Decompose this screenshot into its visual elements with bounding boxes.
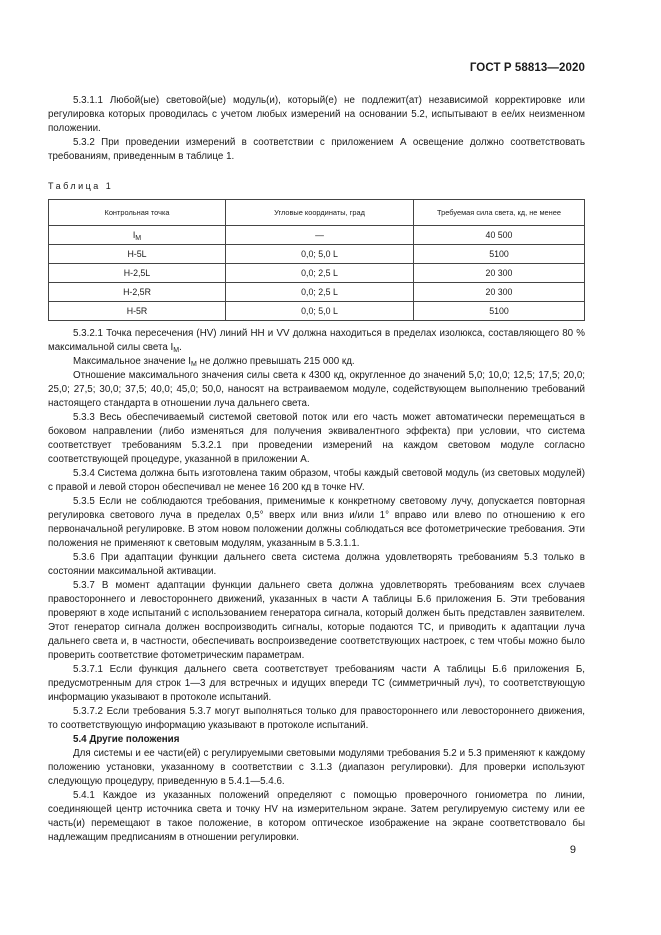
- cell-intensity: 5100: [414, 245, 585, 264]
- column-header-point: Контрольная точка: [49, 200, 226, 226]
- cell-intensity: 20 300: [414, 264, 585, 283]
- cell-point: H-5L: [49, 245, 226, 264]
- table-row: [49, 264, 585, 283]
- table-row: [49, 283, 585, 302]
- cell-point: H-5R: [49, 302, 226, 321]
- cell-coords: 0,0; 5,0 L: [226, 302, 414, 321]
- document-body: [48, 94, 585, 845]
- cell-coords: 0,0; 2,5 L: [226, 264, 414, 283]
- cell-point: H-2,5L: [49, 264, 226, 283]
- paragraph: Максимальное значение $I_M$ не должно превышать 215 000 кд.: [73, 356, 355, 368]
- cell-coords: 0,0; 5,0 L: [226, 245, 414, 264]
- standard-header: ГОСТ Р 58813—2020: [469, 62, 585, 74]
- page-number: 9: [569, 844, 576, 856]
- requirements-table: [48, 199, 585, 321]
- table-header-row: [49, 200, 585, 226]
- paragraph: 5.3.2 При проведении измерений в соответствии с приложением А освещение должно соответствовать требованиям, приведенным в таблице 1.: [48, 137, 585, 162]
- table-row: [49, 245, 585, 264]
- paragraph: 5.3.7.2 Если требования 5.3.7 могут выполняться только для правостороннего или левостороннего движения, то соответствующую информацию указывают в протоколе испытаний.: [48, 706, 585, 731]
- paragraph: 5.3.3 Весь обеспечиваемый системой световой поток или его часть может автоматически перемещаться в боковом направлении (либо изменяться для получения эквивалентного эффекта) при условии, что система соответствует требованиям 5.3.2.1 при проведении измерений на каждом световом модуле согласно соответствующей процедуре, указанной в приложении А.: [48, 412, 585, 465]
- cell-point: $I_M$: [49, 226, 226, 245]
- paragraph: 5.3.2.1 Точка пересечения (HV) линий HH и VV должна находиться в пределах изолюкса, составляющего 80 % максимальной силы света $I_M$.: [48, 328, 585, 354]
- paragraph: 5.3.6 При адаптации функции дальнего света система должна удовлетворять требованиям 5.3 только в состоянии максимальной активации.: [48, 552, 585, 577]
- column-header-coords: Угловые координаты, град: [226, 200, 414, 226]
- table-row: [49, 226, 585, 245]
- paragraph: 5.3.7.1 Если функция дальнего света соответствует требованиям части А таблицы Б.6 приложения Б, предусмотренным для строк 1—3 для встречных и идущих впереди ТС (симметричный луч), то соответствующую информацию указывают в протоколе испытаний.: [48, 664, 585, 703]
- cell-intensity: 5100: [414, 302, 585, 321]
- paragraph: 5.3.7 В момент адаптации функции дальнего света должна удовлетворять требованиям всех случаев правостороннего и левостороннего движений, указанных в части А таблицы Б.6 приложения Б. Эти требования проверяют в ходе испытаний с использованием генератора сигнала, который должен быть представлен заявителем. Этот генератор сигнала должен воспроизводить сигналы, которые подаются ТС, и приводить к адаптации луча дальнего света и, в частности, обеспечивать воспроизведение соответствующих настроек, с тем чтобы можно было проверить соответствие фотометрическим параметрам.: [48, 580, 585, 661]
- cell-coords: —: [226, 226, 414, 245]
- table-caption: Таблица 1: [48, 181, 114, 191]
- paragraph: 5.3.4 Система должна быть изготовлена таким образом, чтобы каждый световой модуль (из световых модулей) с правой и левой сторон обеспечивал не менее 16 200 кд в точке HV.: [48, 468, 585, 493]
- paragraph: 5.4.1 Каждое из указанных положений определяют с помощью проверочного гониометра по линии, соединяющей центр источника света и точку HV на измерительном экране. Затем регулируемую систему или ее часть(и) перемещают в такое положение, в котором оптическое изображение на экране соответствовало бы надлежащим предписаниям в отношении регулировки.: [48, 790, 585, 843]
- column-header-intensity: Требуемая сила света, кд, не менее: [414, 200, 585, 226]
- cell-intensity: 40 500: [414, 226, 585, 245]
- cell-intensity: 20 300: [414, 283, 585, 302]
- paragraph: 5.3.5 Если не соблюдаются требования, применимые к конкретному световому лучу, допускается повторная регулировка светового луча в пределах 0,5° вверх или вниз и/или 1° вправо или влево по отношению к его первоначальной регулировке. В этом новом положении должны соблюдаться все фотометрические требования. Эти положения не применяют к световым модулям, указанным в 5.3.1.1.: [48, 496, 585, 549]
- paragraph: Отношение максимального значения силы света к 4300 кд, округленное до значений 5,0; 10,0; 12,5; 17,5; 20,0; 25,0; 27,5; 30,0; 37,5; 40,0; 45,0; 50,0, наносят на встраиваемом модуле, содействующем выполнению требований настоящего стандарта в отношении луча дальнего света.: [48, 370, 585, 409]
- paragraph: 5.3.1.1 Любой(ые) световой(ые) модуль(и), который(е) не подлежит(ат) независимой корректировке или регулировка которых проводилась с учетом любых измерений на основании 5.2, испытывают в ее/их неизменном положении.: [48, 95, 585, 134]
- table-row: [49, 302, 585, 321]
- cell-point: H-2,5R: [49, 283, 226, 302]
- paragraph: Для системы и ее части(ей) с регулируемыми световыми модулями требования 5.2 и 5.3 применяют к каждому положению установки, указанному в соответствии с 3.1.3 (диапазон регулировки). Для проверки используют следующую процедуру, приведенную в 5.4.1—5.4.6.: [48, 748, 585, 787]
- section-heading: 5.4 Другие положения: [73, 734, 180, 745]
- cell-coords: 0,0; 2,5 L: [226, 283, 414, 302]
